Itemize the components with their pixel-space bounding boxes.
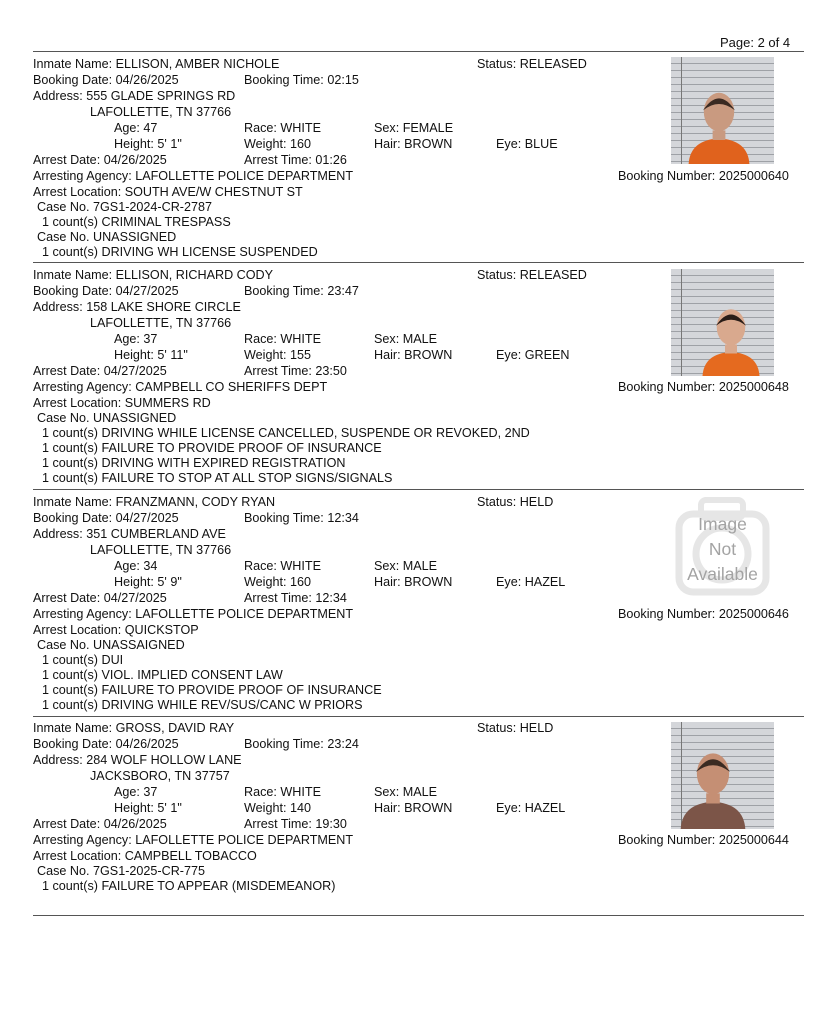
arrest-time: 01:26 <box>315 153 347 167</box>
field-label: Booking Number: <box>618 833 716 847</box>
booking-time: 23:47 <box>327 284 359 298</box>
height-value: 5' 1" <box>157 801 182 815</box>
field-label: Inmate Name: <box>33 57 113 71</box>
address-street: 555 GLADE SPRINGS RD <box>86 89 236 103</box>
booking-date: 04/26/2025 <box>115 737 179 751</box>
field-label: Eye: <box>496 348 522 362</box>
field-label: Hair: <box>374 348 401 362</box>
eye-value: GREEN <box>524 348 570 362</box>
race-value: WHITE <box>280 785 321 799</box>
status-line <box>477 495 553 510</box>
record-divider <box>33 489 804 490</box>
eye-line <box>496 575 565 590</box>
inmate-name-line <box>33 495 275 510</box>
booking-date-line <box>33 284 179 299</box>
charge-count: 1 count(s) DRIVING WH LICENSE SUSPENDED <box>42 245 318 259</box>
age-line <box>114 785 157 800</box>
height-line <box>114 348 188 363</box>
field-label: Sex: <box>374 559 400 573</box>
field-label: Address: <box>33 527 83 541</box>
address-street: 158 LAKE SHORE CIRCLE <box>86 300 241 314</box>
arresting-agency: LAFOLLETTE POLICE DEPARTMENT <box>135 833 354 847</box>
field-label: Arrest Time: <box>244 364 312 378</box>
charge-count: 1 count(s) VIOL. IMPLIED CONSENT LAW <box>42 668 283 682</box>
status-line <box>477 268 587 283</box>
height-line <box>114 575 182 590</box>
booking-date: 04/27/2025 <box>115 284 179 298</box>
booking-number: 2025000648 <box>718 380 789 394</box>
case-number: Case No. 7GS1-2024-CR-2787 <box>37 200 213 214</box>
field-label: Age: <box>114 121 140 135</box>
eye-line <box>496 137 558 152</box>
field-label: Status: <box>477 57 517 71</box>
status-value: HELD <box>519 495 554 509</box>
field-label: Arresting Agency: <box>33 607 132 621</box>
field-label: Race: <box>244 785 277 799</box>
inmate-name: GROSS, DAVID RAY <box>115 721 235 735</box>
arrest-time-line <box>244 817 347 832</box>
arrest-location-line <box>33 396 211 411</box>
arresting-agency: LAFOLLETTE POLICE DEPARTMENT <box>135 607 354 621</box>
address-city: LAFOLLETTE, TN 37766 <box>90 543 232 557</box>
field-label: Arresting Agency: <box>33 833 132 847</box>
arrest-date-line <box>33 817 167 832</box>
arresting-agency-line <box>33 833 353 848</box>
address-city: LAFOLLETTE, TN 37766 <box>90 105 232 119</box>
race-line <box>244 121 321 136</box>
field-label: Arresting Agency: <box>33 169 132 183</box>
charge-count: 1 count(s) DRIVING WHILE LICENSE CANCELLED, SUSPENDE OR REVOKED, 2ND <box>42 426 530 440</box>
status-value: RELEASED <box>519 57 587 71</box>
field-label: Inmate Name: <box>33 268 113 282</box>
person-silhouette <box>671 269 774 376</box>
hair-line <box>374 137 452 152</box>
arrest-date: 04/27/2025 <box>103 591 167 605</box>
field-label: Booking Number: <box>618 380 716 394</box>
arrest-date: 04/27/2025 <box>103 364 167 378</box>
age-line <box>114 332 157 347</box>
field-label: Booking Date: <box>33 511 113 525</box>
hair-line <box>374 348 452 363</box>
arrest-date: 04/26/2025 <box>103 153 167 167</box>
field-label: Arrest Time: <box>244 591 312 605</box>
case-number: Case No. 7GS1-2025-CR-775 <box>37 864 205 878</box>
hair-line <box>374 575 452 590</box>
booking-date: 04/27/2025 <box>115 511 179 525</box>
eye-line <box>496 348 570 363</box>
booking-date-line <box>33 511 179 526</box>
field-label: Arrest Time: <box>244 817 312 831</box>
field-label: Age: <box>114 785 140 799</box>
address-street: 351 CUMBERLAND AVE <box>86 527 226 541</box>
booking-number-line <box>618 607 789 622</box>
booking-number: 2025000646 <box>718 607 789 621</box>
arrest-time: 12:34 <box>315 591 347 605</box>
case-number: Case No. UNASSIGNED <box>37 230 177 244</box>
sex-value: FEMALE <box>402 121 454 135</box>
field-label: Weight: <box>244 137 287 151</box>
race-line <box>244 785 321 800</box>
age-value: 37 <box>143 332 158 346</box>
age-line <box>114 121 157 136</box>
arresting-agency-line <box>33 169 353 184</box>
inmate-name-line <box>33 721 234 736</box>
field-label: Address: <box>33 300 83 314</box>
charge-count: 1 count(s) FAILURE TO APPEAR (MISDEMEANOR) <box>42 879 336 893</box>
status-value: HELD <box>519 721 554 735</box>
booking-time: 23:24 <box>327 737 359 751</box>
field-label: Booking Time: <box>244 284 324 298</box>
field-label: Booking Number: <box>618 169 716 183</box>
eye-value: BLUE <box>524 137 558 151</box>
record-divider <box>33 262 804 263</box>
arresting-agency: CAMPBELL CO SHERIFFS DEPT <box>135 380 328 394</box>
booking-time-line <box>244 737 359 752</box>
field-label: Booking Number: <box>618 607 716 621</box>
address-line <box>33 753 242 768</box>
status-value: RELEASED <box>519 268 587 282</box>
inmate-name: FRANZMANN, CODY RYAN <box>115 495 276 509</box>
charge-count: 1 count(s) DRIVING WHILE REV/SUS/CANC W PRIORS <box>42 698 363 712</box>
address-line <box>33 300 241 315</box>
inmate-name: ELLISON, AMBER NICHOLE <box>115 57 280 71</box>
image-not-available-placeholder <box>671 496 774 603</box>
arrest-time: 23:50 <box>315 364 347 378</box>
booking-photo <box>671 269 774 376</box>
sex-line <box>374 121 453 136</box>
field-label: Address: <box>33 753 83 767</box>
eye-line <box>496 801 565 816</box>
arrest-time-line <box>244 364 347 379</box>
booking-time: 02:15 <box>327 73 359 87</box>
arrest-location-line <box>33 623 199 638</box>
eye-value: HAZEL <box>524 575 566 589</box>
arrest-location: CAMPBELL TOBACCO <box>124 849 257 863</box>
hair-value: BROWN <box>404 137 453 151</box>
booking-time-line <box>244 511 359 526</box>
field-label: Weight: <box>244 801 287 815</box>
no-image-text: Image <box>698 514 747 534</box>
booking-number: 2025000644 <box>718 833 789 847</box>
race-line <box>244 559 321 574</box>
field-label: Booking Time: <box>244 73 324 87</box>
booking-time: 12:34 <box>327 511 359 525</box>
address-city: LAFOLLETTE, TN 37766 <box>90 316 232 330</box>
case-number: Case No. UNASSIGNED <box>37 411 177 425</box>
status-line <box>477 57 587 72</box>
field-label: Height: <box>114 348 154 362</box>
field-label: Inmate Name: <box>33 721 113 735</box>
page-bottom-rule <box>33 915 804 916</box>
field-label: Arrest Location: <box>33 396 122 410</box>
arrest-location: SOUTH AVE/W CHESTNUT ST <box>124 185 303 199</box>
field-label: Height: <box>114 137 154 151</box>
hair-line <box>374 801 452 816</box>
arrest-date-line <box>33 153 167 168</box>
booking-number-line <box>618 169 789 184</box>
field-label: Height: <box>114 801 154 815</box>
arrest-time: 19:30 <box>315 817 347 831</box>
case-number: Case No. UNASSAIGNED <box>37 638 185 652</box>
arrest-time-line <box>244 591 347 606</box>
race-value: WHITE <box>280 332 321 346</box>
age-value: 47 <box>143 121 158 135</box>
field-label: Arresting Agency: <box>33 380 132 394</box>
charge-count: 1 count(s) CRIMINAL TRESPASS <box>42 215 231 229</box>
age-line <box>114 559 157 574</box>
record-divider <box>33 716 804 717</box>
arresting-agency: LAFOLLETTE POLICE DEPARTMENT <box>135 169 354 183</box>
field-label: Race: <box>244 559 277 573</box>
status-line <box>477 721 553 736</box>
height-value: 5' 11" <box>157 348 188 362</box>
field-label: Status: <box>477 495 517 509</box>
arrest-date-line <box>33 591 167 606</box>
no-image-text: Not <box>708 539 737 559</box>
eye-value: HAZEL <box>524 801 566 815</box>
no-image-text: Available <box>687 564 758 584</box>
age-value: 37 <box>143 785 158 799</box>
address-line <box>33 527 226 542</box>
field-label: Booking Date: <box>33 73 113 87</box>
arrest-location-line <box>33 185 303 200</box>
booking-number-line <box>618 833 789 848</box>
weight-line <box>244 575 311 590</box>
field-label: Address: <box>33 89 83 103</box>
field-label: Age: <box>114 559 140 573</box>
booking-time-line <box>244 73 359 88</box>
arrest-location: QUICKSTOP <box>124 623 199 637</box>
sex-value: MALE <box>402 785 437 799</box>
field-label: Age: <box>114 332 140 346</box>
sex-line <box>374 559 437 574</box>
booking-number: 2025000640 <box>718 169 789 183</box>
page-top-rule <box>33 51 804 52</box>
booking-photo <box>671 722 774 829</box>
field-label: Status: <box>477 721 517 735</box>
charge-count: 1 count(s) FAILURE TO PROVIDE PROOF OF INSURANCE <box>42 441 382 455</box>
field-label: Booking Date: <box>33 737 113 751</box>
field-label: Weight: <box>244 348 287 362</box>
weight-value: 160 <box>289 137 311 151</box>
height-line <box>114 137 182 152</box>
weight-line <box>244 348 311 363</box>
race-value: WHITE <box>280 559 321 573</box>
field-label: Arrest Date: <box>33 153 101 167</box>
booking-date: 04/26/2025 <box>115 73 179 87</box>
field-label: Booking Time: <box>244 737 324 751</box>
field-label: Hair: <box>374 137 401 151</box>
field-label: Sex: <box>374 785 400 799</box>
field-label: Arrest Location: <box>33 185 122 199</box>
booking-photo <box>671 57 774 164</box>
field-label: Sex: <box>374 121 400 135</box>
sex-value: MALE <box>402 332 437 346</box>
sex-line <box>374 332 437 347</box>
field-label: Eye: <box>496 137 522 151</box>
height-line <box>114 801 182 816</box>
field-label: Arrest Location: <box>33 623 122 637</box>
field-label: Eye: <box>496 801 522 815</box>
field-label: Hair: <box>374 801 401 815</box>
field-label: Booking Date: <box>33 284 113 298</box>
field-label: Arrest Location: <box>33 849 122 863</box>
field-label: Race: <box>244 332 277 346</box>
hair-value: BROWN <box>404 801 453 815</box>
field-label: Inmate Name: <box>33 495 113 509</box>
arresting-agency-line <box>33 380 327 395</box>
field-label: Booking Time: <box>244 511 324 525</box>
field-label: Hair: <box>374 575 401 589</box>
sex-value: MALE <box>402 559 437 573</box>
booking-date-line <box>33 737 179 752</box>
field-label: Arrest Date: <box>33 591 101 605</box>
arrest-date: 04/26/2025 <box>103 817 167 831</box>
charge-count: 1 count(s) FAILURE TO PROVIDE PROOF OF INSURANCE <box>42 683 382 697</box>
field-label: Eye: <box>496 575 522 589</box>
hair-value: BROWN <box>404 575 453 589</box>
field-label: Arrest Date: <box>33 817 101 831</box>
address-city: JACKSBORO, TN 37757 <box>90 769 230 783</box>
address-street: 284 WOLF HOLLOW LANE <box>86 753 242 767</box>
weight-line <box>244 137 311 152</box>
inmate-name-line <box>33 57 279 72</box>
weight-value: 155 <box>289 348 311 362</box>
field-label: Height: <box>114 575 154 589</box>
height-value: 5' 1" <box>157 137 182 151</box>
sex-line <box>374 785 437 800</box>
address-line <box>33 89 235 104</box>
hair-value: BROWN <box>404 348 453 362</box>
charge-count: 1 count(s) DUI <box>42 653 124 667</box>
arrest-time-line <box>244 153 347 168</box>
page-number: Page: 2 of 4 <box>720 35 791 50</box>
arrest-date-line <box>33 364 167 379</box>
person-silhouette <box>671 722 774 829</box>
age-value: 34 <box>143 559 158 573</box>
person-silhouette <box>671 57 774 164</box>
field-label: Arrest Date: <box>33 364 101 378</box>
charge-count: 1 count(s) DRIVING WITH EXPIRED REGISTRATION <box>42 456 346 470</box>
race-value: WHITE <box>280 121 321 135</box>
inmate-name-line <box>33 268 273 283</box>
booking-number-line <box>618 380 789 395</box>
race-line <box>244 332 321 347</box>
weight-value: 160 <box>289 575 311 589</box>
field-label: Sex: <box>374 332 400 346</box>
field-label: Race: <box>244 121 277 135</box>
field-label: Weight: <box>244 575 287 589</box>
arrest-location: SUMMERS RD <box>124 396 211 410</box>
height-value: 5' 9" <box>157 575 182 589</box>
arresting-agency-line <box>33 607 353 622</box>
booking-date-line <box>33 73 179 88</box>
booking-time-line <box>244 284 359 299</box>
weight-line <box>244 801 311 816</box>
weight-value: 140 <box>289 801 311 815</box>
field-label: Status: <box>477 268 517 282</box>
field-label: Arrest Time: <box>244 153 312 167</box>
arrest-location-line <box>33 849 257 864</box>
inmate-name: ELLISON, RICHARD CODY <box>115 268 274 282</box>
charge-count: 1 count(s) FAILURE TO STOP AT ALL STOP SIGNS/SIGNALS <box>42 471 393 485</box>
